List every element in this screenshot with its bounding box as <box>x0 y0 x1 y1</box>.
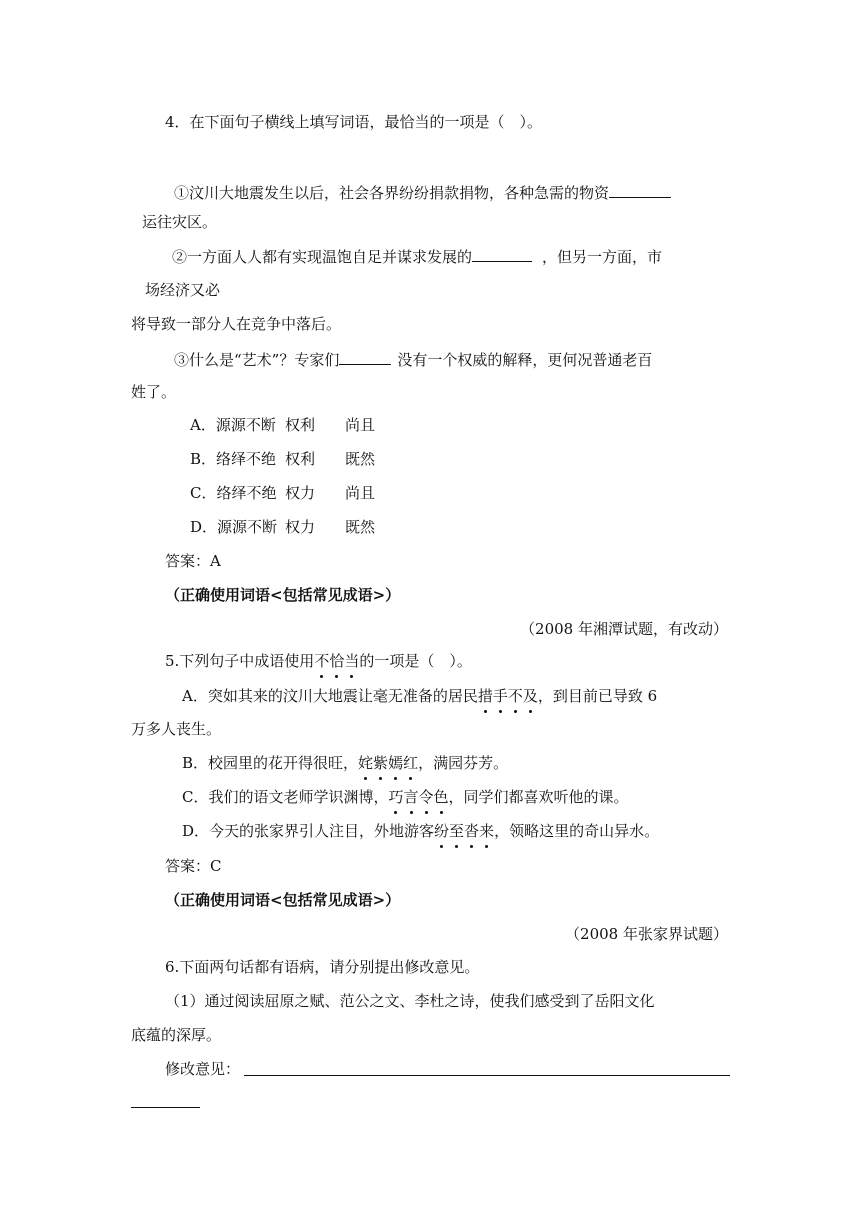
q4-sentence-1-cont: 运往灾区。 <box>142 213 218 231</box>
q6-revision-label: 修改意见： <box>165 1060 241 1078</box>
q4-topic-tag: （正确使用词语<包括常见成语>） <box>165 586 401 604</box>
q5-source: （2008 年张家界试题） <box>565 925 728 943</box>
q4-option-b[interactable]: B．络绎不绝 权利 既然 <box>190 450 376 468</box>
answer-line-cont[interactable] <box>131 1107 200 1108</box>
q5-option-a[interactable]: A．突如其来的汶川大地震让毫无准备的居民措手不及，到目前已导致 6 <box>182 687 658 705</box>
blank-1[interactable] <box>609 182 671 198</box>
q6-stem: 6.下面两句话都有语病，请分别提出修改意见。 <box>165 958 480 976</box>
blank-3[interactable] <box>339 349 391 365</box>
answer-line[interactable] <box>244 1075 730 1076</box>
q4-sentence-2-cont: 场经济又必 <box>145 281 221 299</box>
q4-source: （2008 年湘潭试题，有改动） <box>520 620 728 638</box>
q5-option-a-cont: 万多人丧生。 <box>131 720 222 738</box>
q5-option-d[interactable]: D．今天的张家界引人注目，外地游客纷至沓来，领略这里的奇山异水。 <box>182 822 660 840</box>
q4-stem: 4．在下面句子横线上填写词语，最恰当的一项是（ ）。 <box>165 113 543 131</box>
q6-part-1-cont: 底蕴的深厚。 <box>131 1026 222 1044</box>
q5-answer: 答案：C <box>165 857 222 875</box>
q6-part-1: （1）通过阅读屈原之赋、范公之文、李杜之诗，使我们感受到了岳阳文化 <box>165 992 655 1010</box>
q4-sentence-3-cont: 姓了。 <box>131 383 177 401</box>
q5-option-c[interactable]: C．我们的语文老师学识渊博，巧言令色，同学们都喜欢听他的课。 <box>182 788 629 806</box>
q5-topic-tag: （正确使用词语<包括常见成语>） <box>165 891 401 909</box>
q4-option-c[interactable]: C．络绎不绝 权力 尚且 <box>190 484 376 502</box>
q5-option-b[interactable]: B．校园里的花开得很旺，姹紫嫣红，满园芬芳。 <box>182 754 509 772</box>
q5-stem: 5.下列句子中成语使用不恰当的一项是（ ）。 <box>165 652 472 670</box>
q4-sentence-3: ③什么是“艺术”？专家们 没有一个权威的解释，更何况普通老百 <box>174 351 653 369</box>
emphasis-dots: 不恰当 <box>314 652 360 670</box>
q4-sentence-2: ②一方面人人都有实现温饱自足并谋求发展的 ，但另一方面，市 <box>172 248 663 266</box>
q4-option-d[interactable]: D．源源不断 权力 既然 <box>190 518 376 536</box>
q4-answer: 答案：A <box>165 552 221 570</box>
q4-sentence-1: ①汶川大地震发生以后，社会各界纷纷捐款捐物，各种急需的物资 <box>174 182 671 203</box>
q4-option-a[interactable]: A．源源不断 权利 尚且 <box>190 416 376 434</box>
blank-2[interactable] <box>472 246 532 262</box>
q4-sentence-2-end: 将导致一部分人在竞争中落后。 <box>131 315 342 333</box>
